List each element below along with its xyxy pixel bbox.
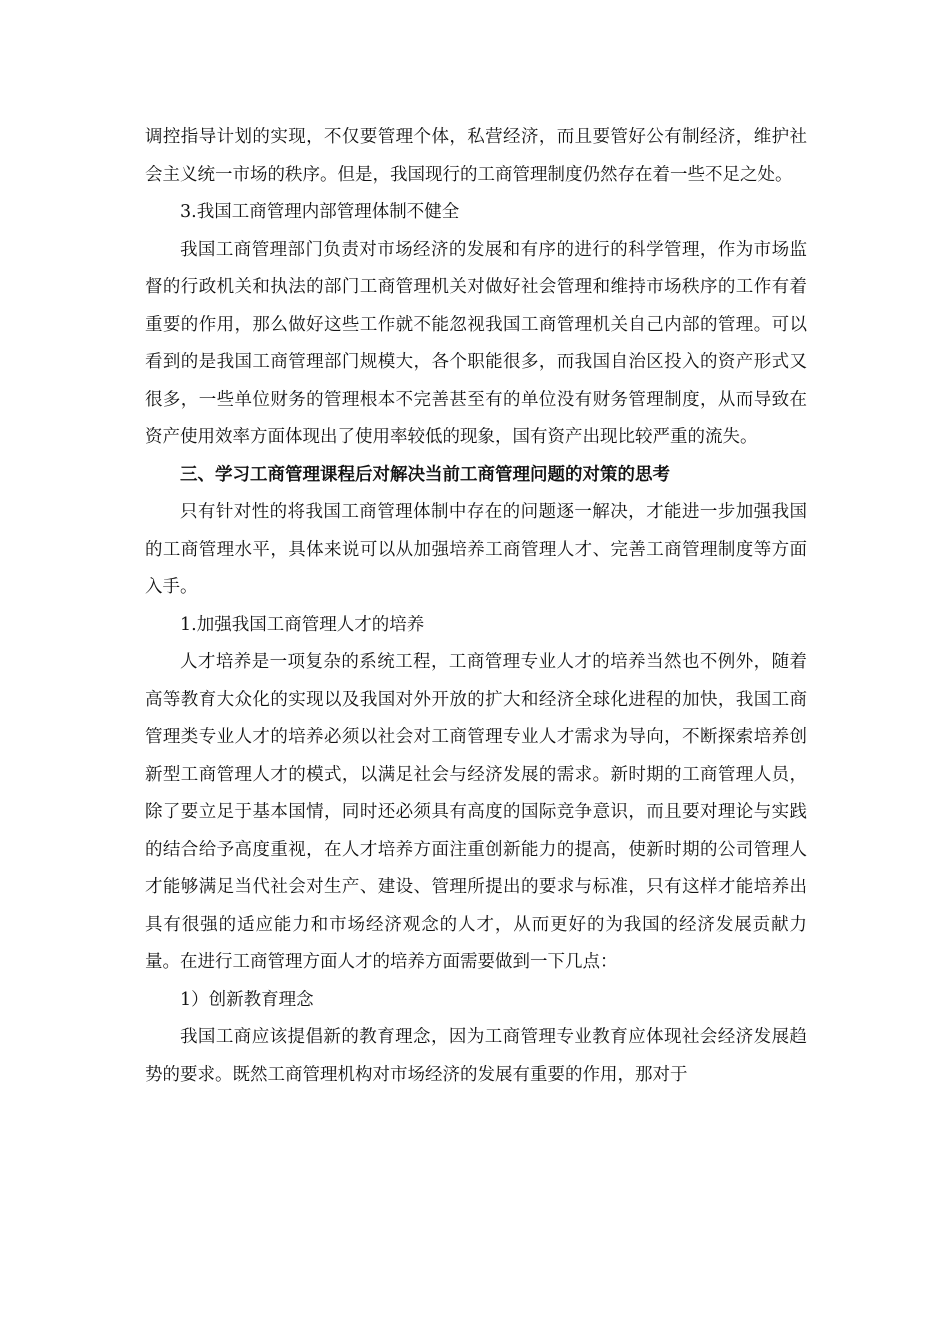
document-body [145,119,807,1094]
paragraph-talent-training: 人才培养是一项复杂的系统工程，工商管理专业人才的培养当然也不例外，随着高等教育大众化的实现以及我国对外开放的扩大和经济全球化进程的加快，我国工商管理类专业人才的培养必须以社会对工商管理专业人才需求为导向，不断探索培养创新型工商管理人才的模式，以满足社会与经济发展的需求。新时期的工商管理人员，除了要立足于基本国情，同时还必须具有高度的国际竞争意识，而且要对理论与实践的结合给予高度重视，在人才培养方面注重创新能力的提高，使新时期的公司管理人才能够满足当代社会对生产、建设、管理所提出的要求与标准，只有这样才能培养出具有很强的适应能力和市场经济观念的人才，从而更好的为我国的经济发展贡献力量。在进行工商管理方面人才的培养方面需要做到一下几点： [145,652,807,972]
paragraph-continuation: 调控指导计划的实现，不仅要管理个体，私营经济，而且要管好公有制经济，维护社会主义统一市场的秩序。但是，我国现行的工商管理制度仍然存在着一些不足之处。 [145,127,807,185]
section-heading-countermeasures: 三、学习工商管理课程后对解决当前工商管理问题的对策的思考 [180,464,670,485]
paragraph-education-concept: 我国工商应该提倡新的教育理念，因为工商管理专业教育应体现社会经济发展趋势的要求。既然工商管理机构对市场经济的发展有重要的作用，那对于 [145,1027,807,1085]
subheading-internal-management: 3.我国工商管理内部管理体制不健全 [180,202,460,222]
subheading-talent-training: 1.加强我国工商管理人才的培养 [180,614,425,635]
paragraph-internal-management: 我国工商管理部门负责对市场经济的发展和有序的进行的科学管理，作为市场监督的行政机关和执法的部门工商管理机关对做好社会管理和维持市场秩序的工作有着重要的作用，那么做好这些工作就不能忽视我国工商管理机关自己内部的管理。可以看到的是我国工商管理部门规模大，各个职能很多，而我国自治区投入的资产形式又很多，一些单位财务的管理根本不完善甚至有的单位没有财务管理制度，从而导致在资产使用效率方面体现出了使用率较低的现象，国有资产出现比较严重的流失。 [145,239,807,447]
subheading-education-concept: 1）创新教育理念 [180,989,314,1010]
paragraph-countermeasures-intro: 只有针对性的将我国工商管理体制中存在的问题逐一解决，才能进一步加强我国的工商管理水平，具体来说可以从加强培养工商管理人才、完善工商管理制度等方面入手。 [145,502,807,597]
